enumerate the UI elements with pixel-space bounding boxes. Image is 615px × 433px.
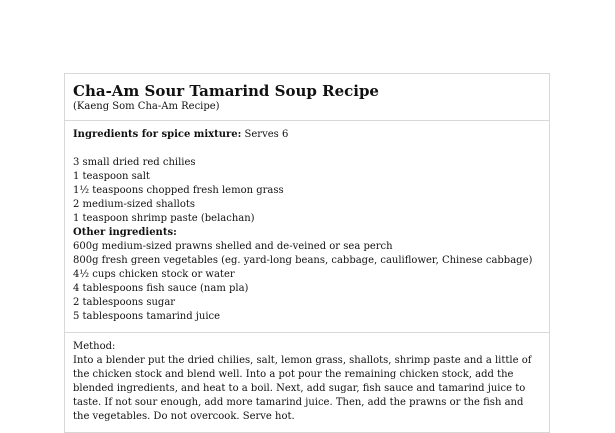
recipe-subtitle: (Kaeng Som Cha-Am Recipe)	[73, 101, 220, 112]
other-item: 600g medium-sized prawns shelled and de-veined or sea perch	[73, 241, 393, 252]
other-heading: Other ingredients:	[73, 227, 177, 238]
spice-item: 1½ teaspoons chopped fresh lemon grass	[73, 185, 284, 196]
other-item: 800g fresh green vegetables (eg. yard-long beans, cabbage, cauliflower, Chinese cabbage)	[73, 255, 533, 266]
serves-text: Serves 6	[241, 129, 289, 140]
spice-item: 2 medium-sized shallots	[73, 199, 196, 210]
blank-line	[73, 142, 541, 156]
spice-item: 1 teaspoon salt	[73, 171, 150, 182]
other-item: 4 tablespoons fish sauce (nam pla)	[73, 283, 249, 294]
method-text: Into a blender put the dried chilies, salt, lemon grass, shallots, shrimp paste and a little of the chicken stock and blend well. Into a pot pour the remaining chicken stock, add the blended ingredients, and heat to a boil. Next, add sugar, fish sauce and tamarind juice to taste. If not sour enough, add more tamarind juice. Then, add the prawns or the fish and the vegetables. Do not overcook. Serve hot.	[73, 355, 532, 422]
method-heading: Method:	[73, 341, 116, 352]
other-item: 2 tablespoons sugar	[73, 297, 176, 308]
recipe-card	[64, 73, 550, 433]
recipe-title: Cha-Am Sour Tamarind Soup Recipe	[73, 82, 379, 100]
other-item: 5 tablespoons tamarind juice	[73, 311, 221, 322]
spice-item: 1 teaspoon shrimp paste (belachan)	[73, 213, 255, 224]
ingredients-section	[65, 121, 549, 333]
spice-heading: Ingredients for spice mixture:	[73, 129, 242, 140]
other-item: 4½ cups chicken stock or water	[73, 269, 235, 280]
recipe-header	[65, 74, 549, 121]
spice-item: 3 small dried red chilies	[73, 157, 196, 168]
method-section	[65, 333, 549, 424]
spice-heading-line	[73, 128, 541, 142]
